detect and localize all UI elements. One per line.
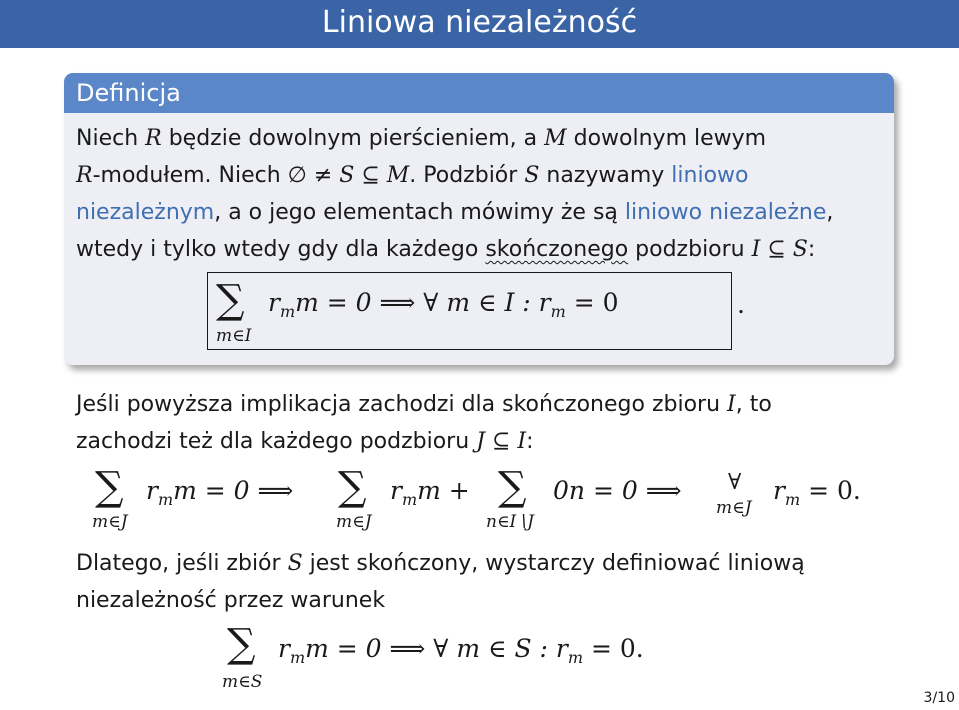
paragraph-2: Dlatego, jeśli zbiór S jest skończony, wystarczy definiować liniową niezależność przez warunek [76,551,805,613]
definition-line-3: niezależnym, a o jego elementach mówimy że są liniowo niezależne, [76,200,834,225]
sum-index: m∈I [216,326,252,346]
definition-formula: $r_mm = 0$ ⟹ ∀ m ∈ I : $r_m = 0$ [268,288,619,321]
sum1-index: m∈J [92,512,128,532]
chain-formula-part-4: $r_m = 0$. [773,476,861,509]
final-formula: $r_mm = 0$ ⟹ ∀ m ∈ S : $r_m = 0$. [278,634,644,667]
sum2-index: m∈J [336,512,372,532]
formula-period: . [737,290,745,319]
chain-formula-part-2: $r_mm$ + [390,476,470,509]
sum-final-index: m∈S [222,672,263,692]
definition-line-2: R-modułem. Niech ∅ ≠ S ⊆ M. Podzbiór S nazywamy liniowo [76,163,749,188]
term-liniowo: liniowo [671,163,749,188]
slide-title: Liniowa niezależność [321,5,638,40]
sum-symbol-2: ∑ [338,464,367,510]
sum-symbol: ∑ [216,277,245,323]
chain-formula-part-3: 0n = 0 ⟹ [553,476,682,505]
chain-formula-part-1: $r_mm = 0$ ⟹ [146,476,294,509]
sum3-index: n∈I∖J [486,512,534,532]
term-liniowo-niezalezne: liniowo niezależne [624,200,827,225]
forall-symbol: ∀ [728,470,742,495]
definition-line-4: wtedy i tylko wtedy gdy dla każdego skończonego podzbioru I ⊆ S: [76,237,816,262]
definition-line-1: Niech R będzie dowolnym pierścieniem, a M dowolnym lewym [76,126,767,151]
term-niezaleznym: niezależnym [76,200,215,225]
wavy-underlined-word: skończonego [485,237,629,262]
definition-header: Definicja [64,73,894,113]
title-bar [0,0,959,48]
sum-symbol-final: ∑ [227,621,256,667]
paragraph-1: Jeśli powyższa implikacja zachodzi dla skończonego zbioru I, to zachodzi też dla każdego podzbioru J ⊆ I: [76,392,772,454]
sum-symbol-1: ∑ [95,464,124,510]
definition-body [76,120,888,268]
forall-index: m∈J [716,498,752,518]
sum-symbol-3: ∑ [498,464,527,510]
page-number: 3/10 [923,690,955,706]
